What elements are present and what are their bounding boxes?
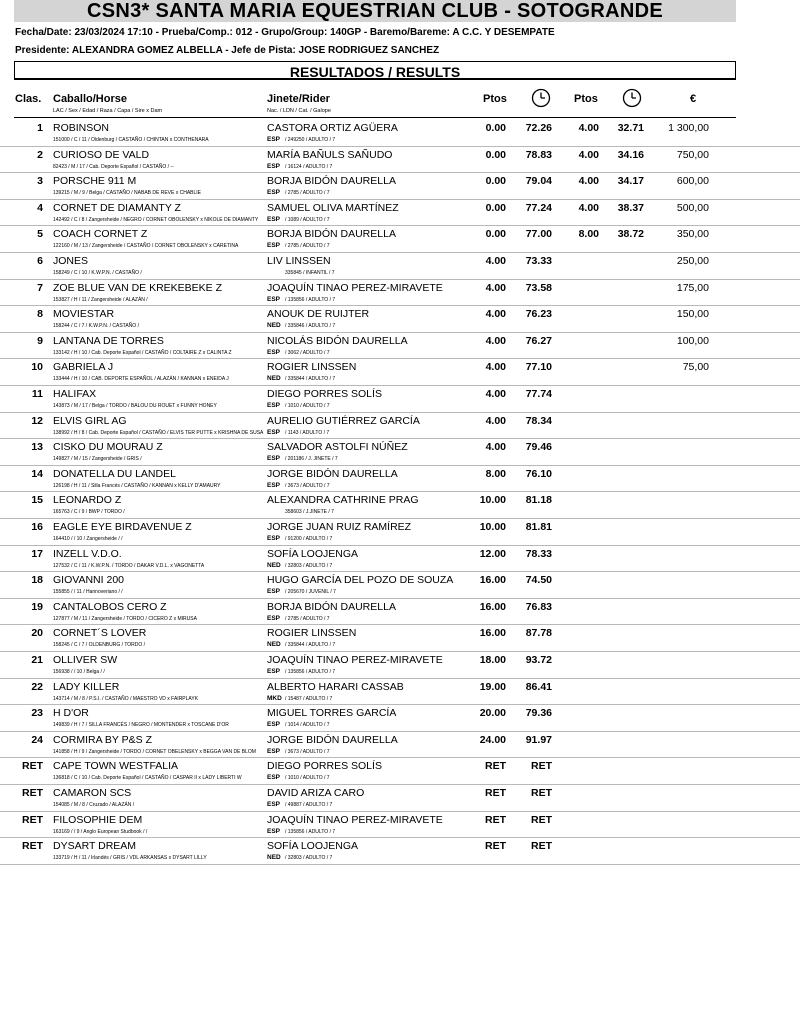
rider-name: BORJA BIDÓN DAURELLA <box>267 175 396 188</box>
rider-name: JORGE JUAN RUIZ RAMÍREZ <box>267 521 412 533</box>
table-row <box>0 173 800 200</box>
rider-details: / 1014 / ADULTO / 7 <box>285 722 330 729</box>
horse-details: 133142 / H / 10 / Cab. Deporte Español / CASTAÑO / COLTAIRE Z x CALINTA Z <box>53 349 232 356</box>
rider-name: NICOLÁS BIDÓN DAURELLA <box>267 334 408 347</box>
rider-nation: NED <box>267 641 281 649</box>
time-round1: 76.23 <box>525 308 552 321</box>
penalties-round1: 10.00 <box>479 494 506 507</box>
rider-name: BORJA BIDÓN DAURELLA <box>267 228 396 241</box>
time-jumpoff: 34.16 <box>617 148 644 161</box>
table-row <box>0 492 800 519</box>
rider-details: / 32803 / ADULTO / 7 <box>285 855 333 862</box>
horse-details: 154085 / M / 8 / Cruzado / ALAZÁN / <box>53 802 135 808</box>
rider-name: SOFÍA LOOJENGA <box>267 547 359 560</box>
rider-details: / 205670 / JUVENIL / 7 <box>285 589 336 596</box>
time-round1: 78.33 <box>525 547 552 560</box>
header-divider <box>14 117 736 118</box>
rank: 20 <box>31 627 43 640</box>
rank: 3 <box>37 175 43 188</box>
penalties-jumpoff: 8.00 <box>578 228 599 241</box>
time-round1: 87.78 <box>525 627 552 640</box>
rank: 12 <box>31 414 43 427</box>
header-horse: Caballo/Horse <box>53 93 127 105</box>
rank: 22 <box>31 680 43 693</box>
penalties-round1: 4.00 <box>485 361 506 374</box>
header-ptos-round1: Ptos <box>483 93 507 105</box>
penalties-jumpoff: 4.00 <box>578 175 599 188</box>
time-round1: 78.34 <box>525 414 552 427</box>
table-row <box>0 306 800 333</box>
rider-nation: ESP <box>267 242 281 250</box>
table-row <box>0 253 800 280</box>
horse-name: DONATELLA DU LANDEL <box>53 467 176 480</box>
rider-details: / 3673 / ADULTO / 7 <box>285 748 330 755</box>
penalties-round1: 0.00 <box>485 175 506 188</box>
penalties-round1: RET <box>485 840 506 853</box>
time-round1: 81.18 <box>525 494 552 507</box>
rider-nation: NED <box>267 561 281 569</box>
results-title: RESULTADOS / RESULTS <box>289 64 461 80</box>
rider-details: / 15487 / ADULTO / 7 <box>285 695 333 702</box>
header-rider-sub: Nac. / LDN / Cat. / Galope <box>267 108 331 114</box>
rider-nation: NED <box>267 375 281 383</box>
table-row <box>0 625 800 652</box>
rider-nation: ESP <box>267 215 281 223</box>
rank: 18 <box>31 574 43 587</box>
horse-details: 143873 / M / 17 / Belga / TORDO / BALOU DU ROUET x FUNNY HONEY <box>53 403 217 409</box>
horse-name: PORSCHE 911 M <box>53 175 137 188</box>
rider-details: 335845 / INFANTIL / 7 <box>285 270 335 276</box>
clock-icon <box>622 88 642 108</box>
rider-nation: MKD <box>267 694 282 702</box>
horse-name: CORMIRA BY P&S Z <box>53 733 152 746</box>
rank: 16 <box>31 521 43 533</box>
time-round1: 86.41 <box>525 680 552 693</box>
rider-nation: ESP <box>267 481 281 489</box>
time-round1: 81.81 <box>525 521 552 533</box>
event-title: CSN3* SANTA MARIA EQUESTRIAN CLUB - SOTOGRANDE <box>14 0 736 22</box>
prize-money: 250,00 <box>676 255 709 267</box>
time-round1: RET <box>531 787 552 799</box>
rider-name: DAVID ARIZA CARO <box>267 787 365 799</box>
penalties-round1: 4.00 <box>485 414 506 427</box>
prize-money: 175,00 <box>676 281 709 294</box>
time-jumpoff: 38.72 <box>617 228 644 241</box>
rider-nation: ESP <box>267 588 281 596</box>
rider-nation: ESP <box>267 747 281 755</box>
table-row <box>0 200 800 227</box>
penalties-round1: 24.00 <box>479 733 506 746</box>
rider-nation: ESP <box>267 774 281 782</box>
prize-money: 600,00 <box>676 175 709 188</box>
rider-nation: ESP <box>267 428 281 436</box>
horse-details: 143714 / M / 8 / P.S.I. / CASTAÑO / MAESTRO VD x FAIRPLAYK <box>53 695 199 702</box>
penalties-round1: 18.00 <box>479 654 506 666</box>
table-row <box>0 147 800 174</box>
time-round1: 77.24 <box>525 201 552 214</box>
rider-name: ALBERTO HARARI CASSAB <box>267 680 404 693</box>
header-rider: Jinete/Rider <box>267 93 330 105</box>
table-row <box>0 838 800 865</box>
horse-name: LANTANA DE TORRES <box>53 334 164 347</box>
rider-nation: ESP <box>267 348 281 356</box>
table-row <box>0 280 800 307</box>
rider-name: JORGE BIDÓN DAURELLA <box>267 733 398 746</box>
penalties-round1: 16.00 <box>479 627 506 640</box>
penalties-round1: 0.00 <box>485 228 506 241</box>
horse-name: OLLIVER SW <box>53 654 118 666</box>
rider-nation: ESP <box>267 801 281 808</box>
horse-name: ELVIS GIRL AG <box>53 414 127 427</box>
horse-details: 158244 / C / 7 / K.W.P.N. / CASTAÑO / <box>53 323 139 330</box>
horse-name: EAGLE EYE BIRDAVENUE Z <box>53 521 192 533</box>
rider-details: 358603 / J.JINETE / 7 <box>285 509 334 516</box>
rider-name: ALEXANDRA CATHRINE PRAG <box>267 494 419 507</box>
time-round1: 72.26 <box>525 122 552 134</box>
table-row <box>0 599 800 626</box>
horse-details: 151000 / C / 11 / Oldenburg / CASTAÑO / CHINTAN x CONTHENARA <box>53 137 209 143</box>
table-row <box>0 333 800 360</box>
rider-name: SALVADOR ASTOLFI NÚÑEZ <box>267 441 408 454</box>
horse-details: 133719 / H / 11 / Irlandés / GRIS / VDL ARKANSAS x DYSART LILLY <box>53 855 207 862</box>
rider-details: / 3062 / ADULTO / 7 <box>285 349 330 356</box>
rider-nation: ESP <box>267 827 281 835</box>
rider-nation: NED <box>267 322 281 330</box>
rider-name: JOAQUÍN TINAO PEREZ-MIRAVETE <box>267 813 443 826</box>
rank: 23 <box>31 707 43 720</box>
horse-details: 164410 / / 10 / Zangersheide / / <box>53 536 123 542</box>
rider-details: / 335846 / ADULTO / 7 <box>285 323 336 330</box>
time-round1: 91.97 <box>525 733 552 746</box>
rider-name: ROGIER LINSSEN <box>267 627 357 640</box>
penalties-round1: 4.00 <box>485 334 506 347</box>
rider-nation: ESP <box>267 295 281 303</box>
rank: 19 <box>31 600 43 613</box>
rank: 2 <box>37 148 43 161</box>
rank: RET <box>22 787 43 799</box>
horse-name: CAMARON SCS <box>53 787 132 799</box>
horse-name: JONES <box>53 255 89 267</box>
table-row <box>0 226 800 253</box>
time-jumpoff: 38.37 <box>617 201 644 214</box>
rank: 6 <box>37 255 43 267</box>
rider-nation: ESP <box>267 668 281 675</box>
rider-name: CASTORA ORTIZ AGÜERA <box>267 122 398 134</box>
time-round1: 73.33 <box>525 255 552 267</box>
rider-nation: ESP <box>267 162 281 170</box>
rider-details: / 1089 / ADULTO / 7 <box>285 216 330 223</box>
rank: 15 <box>31 494 43 507</box>
rider-details: / 135856 / ADULTO / 7 <box>285 669 336 675</box>
penalties-round1: 4.00 <box>485 308 506 321</box>
rider-name: MIGUEL TORRES GARCÍA <box>267 707 397 720</box>
horse-name: HALIFAX <box>53 388 97 400</box>
horse-name: GIOVANNI 200 <box>53 574 124 587</box>
horse-name: ROBINSON <box>53 122 110 134</box>
horse-name: CAPE TOWN WESTFALIA <box>53 760 179 773</box>
time-round1: 79.46 <box>525 441 552 454</box>
horse-details: 136818 / C / 10 / Cab. Deporte Español / CASTAÑO / CASPAR II x LADY LIBERTI W <box>53 775 242 782</box>
table-row <box>0 812 800 839</box>
rider-details: / 2785 / ADULTO / 7 <box>285 615 330 622</box>
prize-money: 500,00 <box>676 201 709 214</box>
time-round1: 78.83 <box>525 148 552 161</box>
rider-details: / 135856 / ADULTO / 7 <box>285 296 336 303</box>
rider-name: HUGO GARCÍA DEL POZO DE SOUZA <box>267 574 454 587</box>
horse-name: MOVIESTAR <box>53 308 115 321</box>
rider-nation: NED <box>267 854 281 862</box>
table-row <box>0 758 800 785</box>
rank: RET <box>22 813 43 826</box>
horse-details: 127532 / C / 11 / K.W.P.N. / TORDO / DAKAR V.D.L. x VAGONETTA <box>53 562 205 569</box>
horse-details: 158245 / C / 7 / OLDENBURG / TORDO / <box>53 642 146 649</box>
table-row <box>0 679 800 706</box>
rider-name: BORJA BIDÓN DAURELLA <box>267 600 396 613</box>
rider-details: / 2785 / ADULTO / 7 <box>285 190 330 197</box>
horse-details: 156938 / / 10 / Belga / / <box>53 669 105 675</box>
rider-nation: ESP <box>267 721 281 729</box>
time-round1: 76.27 <box>525 334 552 347</box>
rider-details: / 249250 / ADULTO / 7 <box>285 137 336 143</box>
horse-name: GABRIELA J <box>53 361 114 374</box>
table-row <box>0 546 800 573</box>
table-row <box>0 386 800 413</box>
horse-name: CORNET´S LOVER <box>53 627 147 640</box>
time-round1: RET <box>531 840 552 853</box>
time-round1: 77.10 <box>525 361 552 374</box>
rider-name: AURELIO GUTIÉRREZ GARCÍA <box>267 414 420 427</box>
horse-name: H D'OR <box>53 707 89 720</box>
penalties-round1: 0.00 <box>485 122 506 134</box>
penalties-round1: 4.00 <box>485 388 506 400</box>
table-row <box>0 359 800 386</box>
time-round1: RET <box>531 813 552 826</box>
time-round1: 93.72 <box>525 654 552 666</box>
penalties-round1: RET <box>485 760 506 773</box>
rank: 13 <box>31 441 43 454</box>
horse-details: 127877 / M / 11 / Zangersheide / TORDO / CICERO Z x MIRUSA <box>53 615 197 622</box>
table-row <box>0 466 800 493</box>
rider-nation: ESP <box>267 402 281 409</box>
rank: 7 <box>37 281 43 294</box>
penalties-round1: 16.00 <box>479 574 506 587</box>
table-row <box>0 785 800 812</box>
time-jumpoff: 32.71 <box>617 122 644 134</box>
rider-name: DIEGO PORRES SOLÍS <box>267 760 382 773</box>
horse-name: LADY KILLER <box>53 680 120 693</box>
prize-money: 350,00 <box>676 228 709 241</box>
rider-name: MARÍA BAÑULS SAÑUDO <box>267 148 393 161</box>
header-horse-sub: LAC / Sex / Edad / Raza / Capa / Sire x Dam <box>53 108 163 114</box>
horse-name: DYSART DREAM <box>53 840 137 853</box>
header-ptos-jumpoff: Ptos <box>574 93 598 105</box>
horse-details: 141858 / H / 9 / Zangersheide / TORDO / CORNET OBELENSKY x BEGGA VAN DE BLOM <box>53 748 256 755</box>
officials-line: Presidente: ALEXANDRA GOMEZ ALBELLA - Jefe de Pista: JOSE RODRIGUEZ SANCHEZ <box>15 45 440 56</box>
rider-details: / 1143 / ADULTO / 7 <box>285 429 330 436</box>
table-row <box>0 705 800 732</box>
rider-nation: ESP <box>267 535 281 542</box>
penalties-jumpoff: 4.00 <box>578 148 599 161</box>
rank: 9 <box>37 334 43 347</box>
horse-details: 133444 / H / 10 / CAB. DEPORTE ESPAÑOL / ALAZÁN / KANNAN x ENEIDA J <box>53 376 229 383</box>
penalties-round1: 4.00 <box>485 281 506 294</box>
table-row <box>0 732 800 759</box>
rider-details: / 1010 / ADULTO / 7 <box>285 403 330 409</box>
penalties-round1: RET <box>485 813 506 826</box>
horse-name: CORNET DE DIAMANTY Z <box>53 201 181 214</box>
rank: 14 <box>31 467 43 480</box>
table-row <box>0 652 800 679</box>
horse-name: FILOSOPHIE DEM <box>53 813 143 826</box>
rank: 24 <box>31 733 43 746</box>
rider-nation: ESP <box>267 455 281 463</box>
penalties-round1: RET <box>485 787 506 799</box>
rank: 21 <box>31 654 43 666</box>
horse-details: 153827 / H / 11 / Zangersheide / ALAZÁN / <box>53 296 148 303</box>
rank: 5 <box>37 228 43 241</box>
horse-details: 165763 / C / 9 / BWP / TORDO / <box>53 509 125 516</box>
table-row <box>0 413 800 440</box>
time-round1: 77.74 <box>525 388 552 400</box>
penalties-round1: 0.00 <box>485 148 506 161</box>
horse-name: COACH CORNET Z <box>53 228 148 241</box>
horse-details: 139215 / M / 9 / Belga / CASTAÑO / NABAB DE REVE x CHABLIE <box>53 190 202 197</box>
penalties-round1: 12.00 <box>479 547 506 560</box>
time-round1: 79.36 <box>525 707 552 720</box>
horse-name: CANTALOBOS CERO Z <box>53 600 167 613</box>
rider-details: / 49887 / ADULTO / 7 <box>285 802 333 808</box>
table-row <box>0 439 800 466</box>
rank: 10 <box>31 361 43 374</box>
rank: RET <box>22 840 43 853</box>
rider-name: ANOUK DE RUIJTER <box>267 308 370 321</box>
penalties-jumpoff: 4.00 <box>578 201 599 214</box>
horse-name: CISKO DU MOURAU Z <box>53 441 163 454</box>
rider-name: JOAQUÍN TINAO PEREZ-MIRAVETE <box>267 281 443 294</box>
rider-name: ROGIER LINSSEN <box>267 361 357 374</box>
horse-details: 82423 / M / 17 / Cab. Deporte Español / CASTAÑO / -- <box>53 163 174 170</box>
rider-details: / 201186 / J. JINETE / 7 <box>285 456 338 463</box>
table-row <box>0 519 800 546</box>
rank: 4 <box>37 201 43 214</box>
horse-details: 163169 / / 9 / Anglo European Studbook / / <box>53 828 148 835</box>
rider-details: / 91200 / ADULTO / 7 <box>285 536 333 542</box>
penalties-round1: 19.00 <box>479 680 506 693</box>
horse-name: ZOE BLUE VAN DE KREKEBEKE Z <box>53 281 223 294</box>
time-round1: 73.58 <box>525 281 552 294</box>
rider-name: SAMUEL OLIVA MARTÍNEZ <box>267 201 399 214</box>
header-prize-euro: € <box>690 93 697 105</box>
penalties-round1: 20.00 <box>479 707 506 720</box>
horse-details: 122160 / M / 13 / Zangersheide / CASTAÑO / CORNET OBOLENSKY x CARETINA <box>53 243 239 250</box>
rider-name: SOFÍA LOOJENGA <box>267 840 359 853</box>
penalties-round1: 4.00 <box>485 255 506 267</box>
rider-details: / 16124 / ADULTO / 7 <box>285 163 333 170</box>
rider-details: / 335844 / ADULTO / 7 <box>285 642 336 649</box>
time-round1: 76.10 <box>525 467 552 480</box>
horse-details: 155855 / / 11 / Hannoveriano / / <box>53 589 123 596</box>
horse-details: 142492 / C / 8 / Zangersheide / NEGRO / CORNET OBOLENSKY x NIKOLE DE DIAMANTY <box>53 216 259 223</box>
prize-money: 750,00 <box>676 148 709 161</box>
time-round1: 74.50 <box>525 574 552 587</box>
rider-name: DIEGO PORRES SOLÍS <box>267 388 382 400</box>
rider-name: JOAQUÍN TINAO PEREZ-MIRAVETE <box>267 654 443 666</box>
horse-name: INZELL V.D.O. <box>53 547 122 560</box>
rider-nation: ESP <box>267 189 281 197</box>
horse-name: CURIOSO DE VALD <box>53 148 150 161</box>
prize-money: 150,00 <box>676 308 709 321</box>
rank: RET <box>22 760 43 773</box>
rider-nation: ESP <box>267 136 281 143</box>
table-row <box>0 120 800 147</box>
horse-details: 149839 / H / 7 / SILLA FRANCÉS / NEGRO / MONTENDER x TOSCANE D'OR <box>53 722 229 729</box>
penalties-round1: 16.00 <box>479 600 506 613</box>
rank: 8 <box>37 308 43 321</box>
rider-details: / 2785 / ADULTO / 7 <box>285 243 330 250</box>
rank: 1 <box>37 122 43 134</box>
clock-icon <box>531 88 551 108</box>
horse-name: LEONARDO Z <box>53 494 122 507</box>
results-heading <box>14 61 736 80</box>
table-row <box>0 572 800 599</box>
time-round1: RET <box>531 760 552 773</box>
time-jumpoff: 34.17 <box>617 175 644 188</box>
horse-details: 149827 / M / 15 / Zangersheide / GRIS / <box>53 456 142 463</box>
event-info-line: Fecha/Date: 23/03/2024 17:10 - Prueba/Comp.: 012 - Grupo/Group: 140GP - Baremo/Bareme: A C.C. Y DESEMPATE <box>15 27 555 38</box>
time-round1: 76.83 <box>525 600 552 613</box>
rider-name: JORGE BIDÓN DAURELLA <box>267 467 398 480</box>
penalties-round1: 8.00 <box>485 467 506 480</box>
rider-details: / 135856 / ADULTO / 7 <box>285 828 336 835</box>
penalties-jumpoff: 4.00 <box>578 122 599 134</box>
penalties-round1: 0.00 <box>485 201 506 214</box>
prize-money: 75,00 <box>682 361 709 374</box>
rank: 11 <box>31 388 43 400</box>
rider-nation: ESP <box>267 614 281 622</box>
prize-money: 1 300,00 <box>668 122 709 134</box>
rider-name: LIV LINSSEN <box>267 255 331 267</box>
rider-details: / 335844 / ADULTO / 7 <box>285 376 336 383</box>
penalties-round1: 4.00 <box>485 441 506 454</box>
time-round1: 77.00 <box>525 228 552 241</box>
rider-details: / 32803 / ADULTO / 7 <box>285 562 333 569</box>
penalties-round1: 10.00 <box>479 521 506 533</box>
horse-details: 126198 / H / 11 / Silla Francés / CASTAÑO / KANNAN x KELLY D'AMAURY <box>53 482 221 489</box>
horse-details: 158249 / C / 10 / K.W.P.N. / CASTAÑO / <box>53 270 142 276</box>
prize-money: 100,00 <box>676 334 709 347</box>
header-clas: Clas. <box>15 93 42 105</box>
horse-details: 138992 / H / 8 / Cab. Deporte Español / CASTAÑO / ELVIS TER PUTTE x KRISHNA DE SUSA <box>53 429 264 436</box>
rank: 17 <box>31 547 43 560</box>
time-round1: 79.04 <box>525 175 552 188</box>
rider-details: / 1010 / ADULTO / 7 <box>285 775 330 782</box>
rider-details: / 3673 / ADULTO / 7 <box>285 482 330 489</box>
